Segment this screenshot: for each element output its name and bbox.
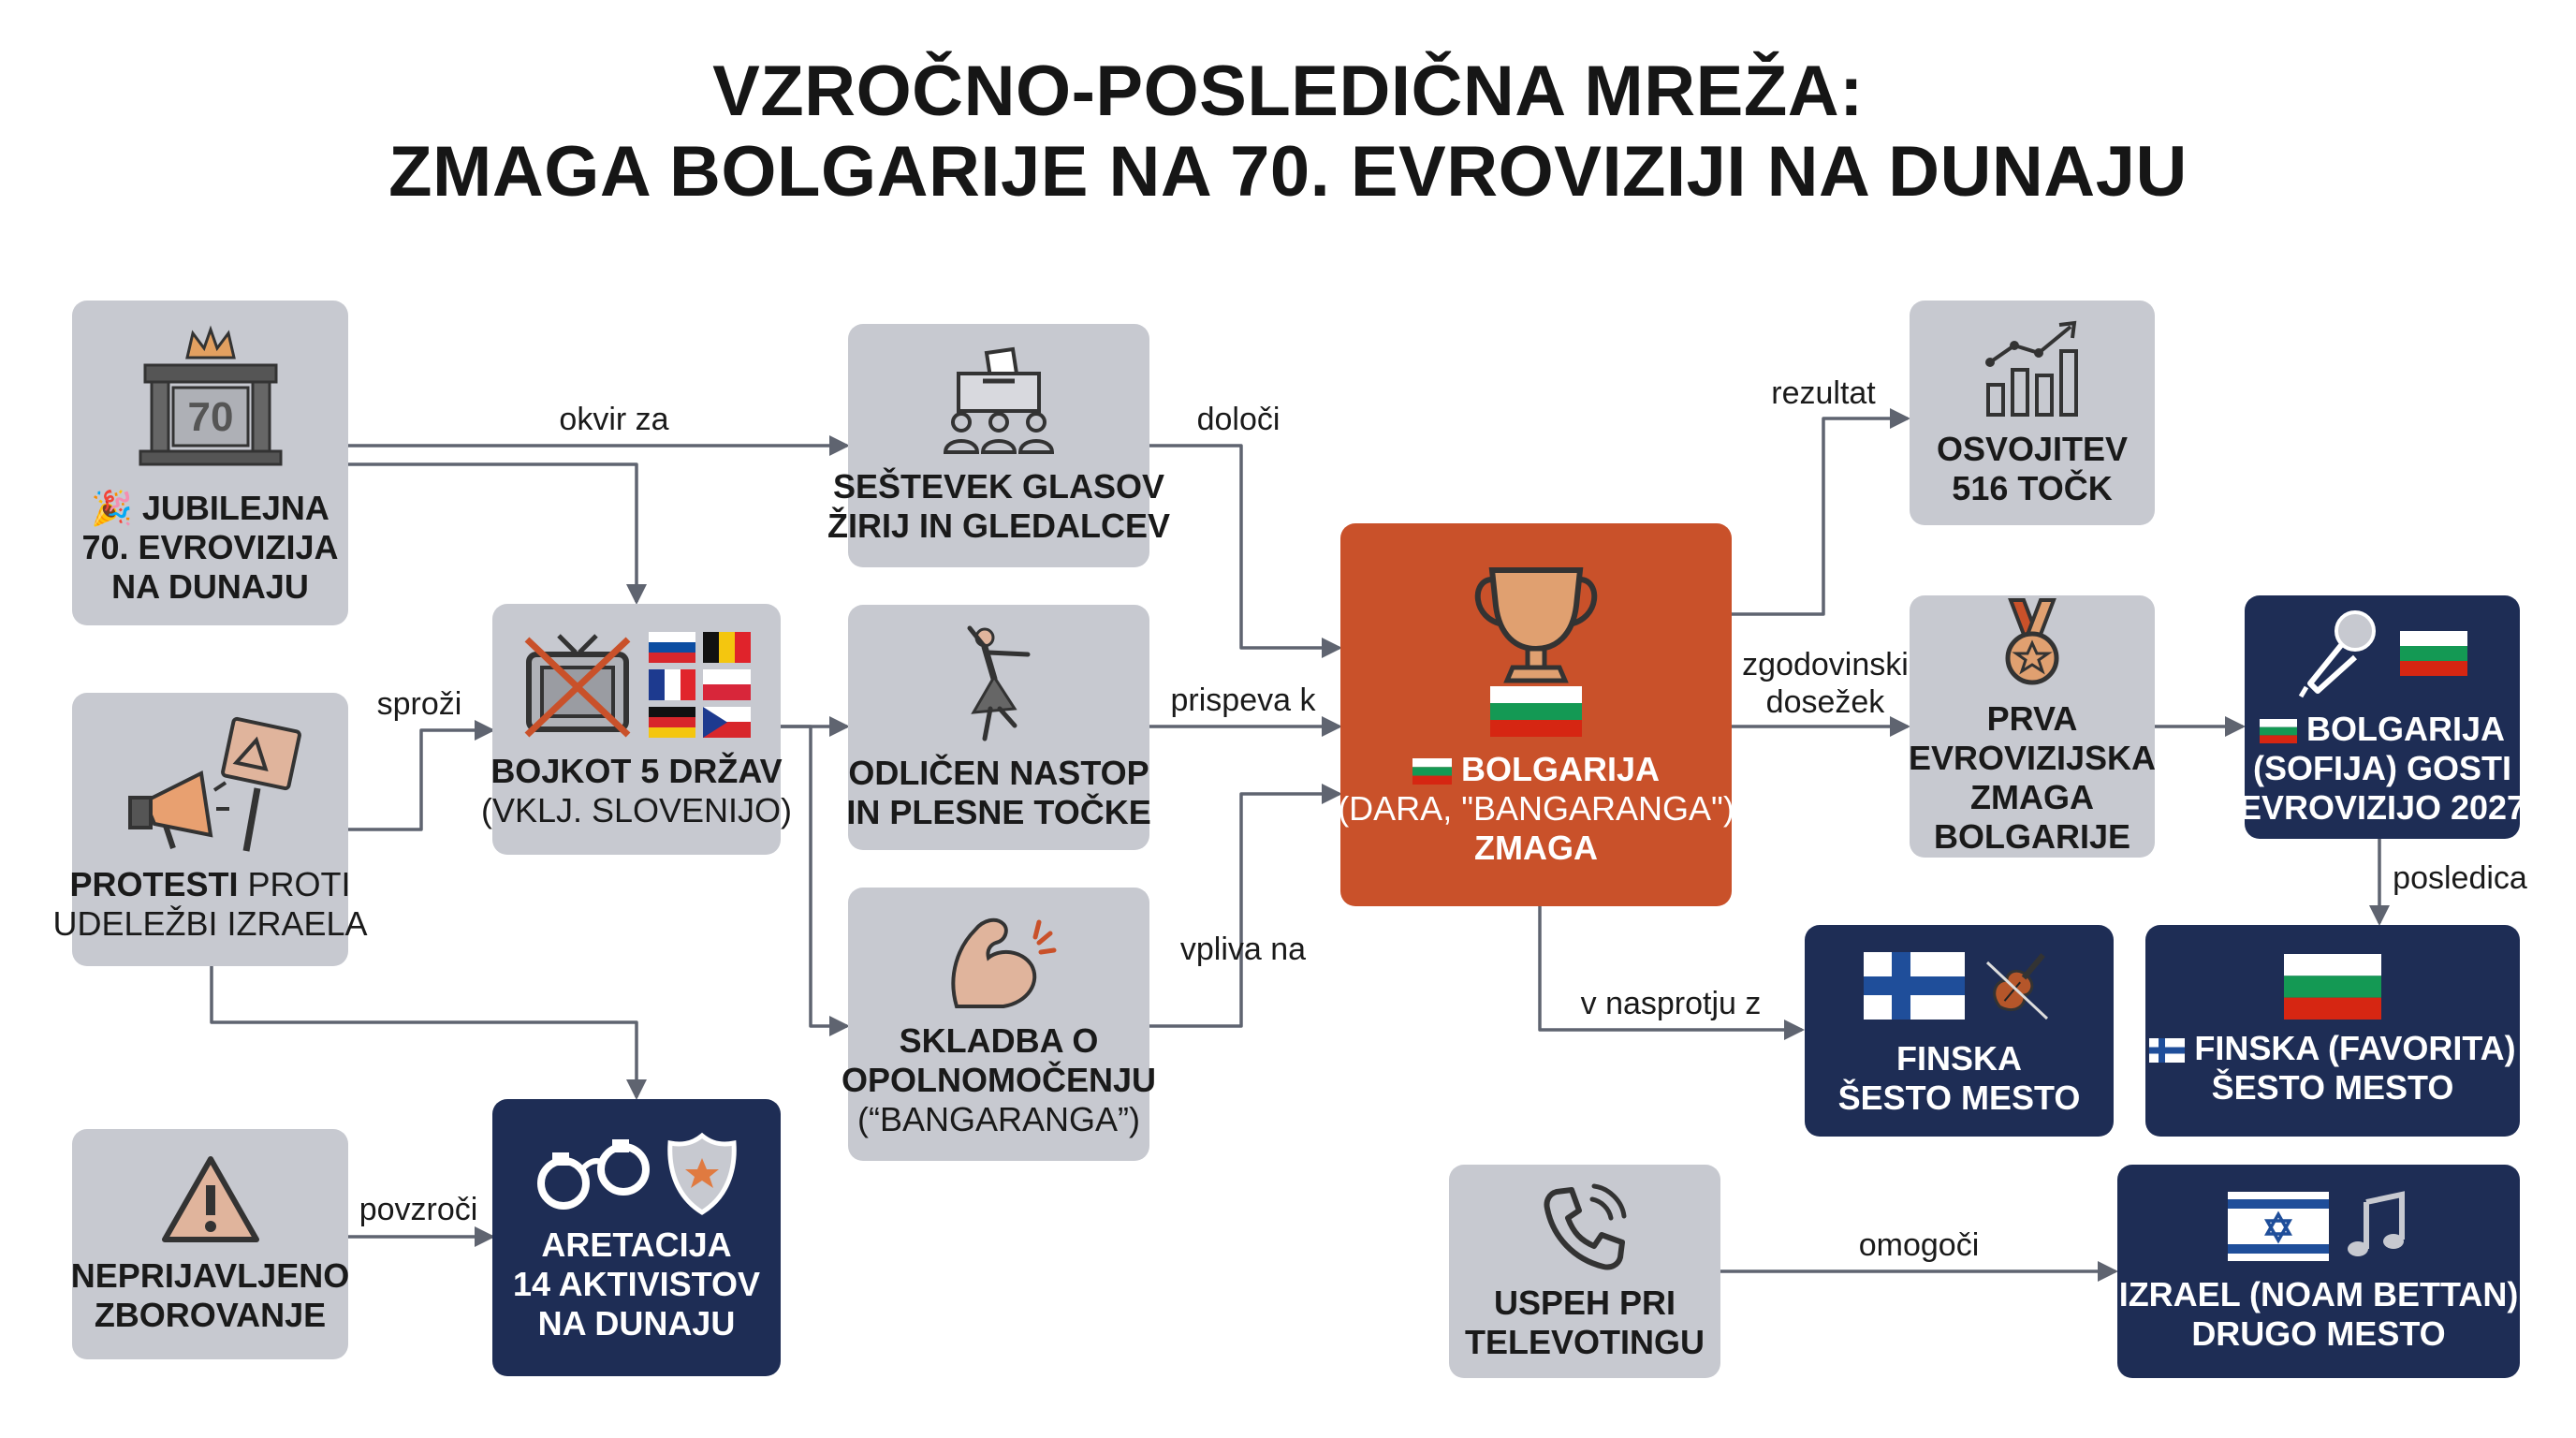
israel-line-1: IZRAEL (NOAM BETTAN) bbox=[2118, 1275, 2519, 1313]
flag-poland bbox=[703, 669, 751, 700]
performance-line-1: ODLIČEN NASTOP bbox=[848, 754, 1149, 792]
trophy-icon bbox=[1466, 563, 1606, 741]
first-line-1: PRVA bbox=[1986, 699, 2078, 738]
first-line-3: ZMAGA bbox=[1970, 778, 2094, 816]
points-line-1: OSVOJITEV bbox=[1936, 430, 2129, 468]
police-badge-icon bbox=[665, 1132, 739, 1216]
host-line-3: EVROVIZIJO 2027 bbox=[2238, 788, 2526, 827]
boycott-flags-icon bbox=[647, 630, 752, 739]
violin-icon bbox=[1980, 944, 2055, 1028]
jubilee-line-2: 70. EVROVIZIJA bbox=[81, 527, 339, 566]
edge-protests-boycott bbox=[348, 730, 492, 829]
flag-germany bbox=[649, 707, 695, 738]
node-finland1[interactable] bbox=[1805, 925, 2114, 1137]
finland1-icons bbox=[1864, 944, 2055, 1028]
jubilee-line-1-text: JUBILEJNA bbox=[141, 488, 329, 527]
edge-label-contrast: v nasprotju z bbox=[1580, 986, 1762, 1021]
finland2-line-2: ŠESTO MESTO bbox=[2211, 1068, 2454, 1107]
protests-line-2: UDELEŽBI IZRAELA bbox=[52, 904, 368, 943]
edge-win-points bbox=[1732, 418, 1908, 614]
node-unregistered[interactable] bbox=[72, 1129, 348, 1359]
unregistered-line-2: ZBOROVANJE bbox=[94, 1296, 327, 1334]
host-line-1-text: BOLGARIJA bbox=[2306, 710, 2506, 748]
first-line-4: BOLGARIJE bbox=[1933, 817, 2131, 856]
votes-line-1: SEŠTEVEK GLASOV bbox=[832, 467, 1165, 506]
edge-label-historic-line-2: dosežek bbox=[1765, 684, 1885, 720]
protests-line-1 bbox=[69, 865, 350, 904]
finland1-line-1: FINSKA bbox=[1896, 1039, 2022, 1078]
music-notes-icon bbox=[2344, 1189, 2409, 1264]
node-finland2[interactable] bbox=[2145, 925, 2520, 1137]
megaphone-protest-sign-icon bbox=[117, 715, 304, 856]
node-protests[interactable] bbox=[52, 693, 368, 966]
win-line-1 bbox=[1412, 750, 1660, 789]
jubilee-emoji: 🎉 bbox=[91, 488, 133, 527]
node-votes[interactable] bbox=[827, 324, 1171, 567]
edge-label-influences: vpliva na bbox=[1179, 932, 1307, 967]
edge-label-triggers: sproži bbox=[376, 686, 462, 722]
unregistered-line-1: NEPRIJAVLJENO bbox=[70, 1256, 350, 1295]
edge-label-framework: okvir za bbox=[559, 402, 669, 437]
finland1-line-2: ŠESTO MESTO bbox=[1837, 1078, 2081, 1117]
televote-line-2: TELEVOTINGU bbox=[1464, 1323, 1705, 1361]
microphone-icon bbox=[2297, 607, 2381, 700]
node-host[interactable] bbox=[2238, 595, 2526, 839]
song-line-1: SKLADBA O bbox=[899, 1021, 1099, 1060]
israel-icons bbox=[2228, 1189, 2409, 1264]
node-israel[interactable] bbox=[2117, 1165, 2520, 1378]
host-icons bbox=[2297, 607, 2467, 700]
boycott-line-2: (VKLJ. SLOVENIJO) bbox=[480, 791, 793, 829]
host-line-2: (SOFIJA) GOSTI bbox=[2252, 749, 2511, 787]
protests-line-1-regular: PROTI bbox=[238, 865, 351, 903]
israel-line-2: DRUGO MESTO bbox=[2191, 1314, 2446, 1353]
edge-jubilee-boycott bbox=[348, 464, 637, 602]
arrests-line-3: NA DUNAJU bbox=[537, 1304, 736, 1343]
finland2-line-1 bbox=[2149, 1029, 2515, 1068]
node-song[interactable] bbox=[841, 888, 1157, 1161]
flag-finland-small-icon bbox=[2149, 1038, 2185, 1063]
edge-protests-arrests bbox=[212, 966, 637, 1097]
protests-line-1-bold: PROTESTI bbox=[69, 865, 239, 903]
televote-line-1: USPEH PRI bbox=[1493, 1284, 1676, 1322]
edge-label-consequence: posledica bbox=[2393, 860, 2527, 896]
votes-line-2: ŽIRIJ IN GLEDALCEV bbox=[827, 506, 1171, 545]
flag-bulgaria-icon bbox=[1412, 758, 1452, 785]
edge-label-result: rezultat bbox=[1771, 375, 1876, 411]
edge-label-historic-line-1: zgodovinski bbox=[1742, 647, 1909, 682]
flag-bulgaria-small-icon bbox=[2260, 719, 2297, 743]
node-arrests[interactable] bbox=[492, 1099, 781, 1376]
points-line-2: 516 TOČK bbox=[1952, 469, 2113, 507]
jubilee-line-3: NA DUNAJU bbox=[111, 566, 309, 606]
edge-song-win bbox=[1149, 794, 1339, 1026]
first-line-2: EVROVIZIJSKA bbox=[1908, 739, 2157, 777]
node-jubilee[interactable] bbox=[72, 301, 348, 625]
arrests-line-2: 14 AKTIVISTOV bbox=[512, 1265, 761, 1303]
arrests-icons bbox=[534, 1132, 739, 1216]
flag-israel-icon bbox=[2228, 1192, 2329, 1261]
node-performance[interactable] bbox=[848, 605, 1149, 850]
flag-france bbox=[649, 669, 695, 700]
performance-line-2: IN PLESNE TOČKE bbox=[846, 793, 1151, 831]
arrests-line-1: ARETACIJA bbox=[541, 1225, 732, 1264]
ballot-box-audience-icon bbox=[938, 345, 1060, 458]
song-line-2: OPOLNOMOČENJU bbox=[841, 1061, 1157, 1099]
finland2-line-1-text: FINSKA (FAVORITA) bbox=[2194, 1029, 2516, 1067]
bar-chart-up-icon bbox=[1981, 317, 2084, 420]
phone-icon bbox=[1538, 1181, 1632, 1274]
title-line-2: ZMAGA BOLGARIJE NA 70. EVROVIZIJI NA DUNAJU bbox=[388, 132, 2188, 212]
win-line-2: (DARA, "BANGARANGA") bbox=[1338, 788, 1734, 828]
boycott-icons bbox=[521, 628, 752, 741]
jubilee-badge: 70 bbox=[187, 393, 233, 440]
win-line-1-text: BOLGARIJA bbox=[1461, 749, 1661, 788]
medal-icon bbox=[1990, 596, 2074, 690]
node-televote[interactable] bbox=[1449, 1165, 1720, 1378]
edge-label-enabled: omogoči bbox=[1858, 1227, 1980, 1263]
edge-label-caused: povzroči bbox=[359, 1192, 478, 1227]
node-points[interactable] bbox=[1910, 301, 2155, 525]
flag-finland-icon bbox=[1864, 952, 1965, 1020]
jubilee-line-1 bbox=[91, 489, 329, 528]
boycott-line-1: BOJKOT 5 DRŽAV bbox=[490, 752, 783, 790]
host-line-1 bbox=[2260, 710, 2505, 749]
node-win[interactable] bbox=[1340, 523, 1732, 906]
flag-bulgaria-large-icon bbox=[2400, 631, 2467, 676]
edge-votes-win bbox=[1149, 446, 1339, 648]
handcuffs-icon bbox=[534, 1132, 655, 1216]
crossed-tv-icon bbox=[521, 628, 634, 741]
song-line-3: (“BANGARANGA”) bbox=[856, 1100, 1140, 1138]
edge-boycott-song bbox=[781, 726, 847, 1026]
flexed-arm-icon bbox=[938, 909, 1060, 1012]
flag-slovenia bbox=[649, 632, 695, 663]
flag-bulgaria-icon bbox=[2284, 954, 2381, 1020]
title-line-1: VZROČNO-POSLEDIČNA MREŽA: bbox=[712, 51, 1864, 131]
edge-label-contributes: prispeva k bbox=[1170, 682, 1316, 718]
edge-label-historic bbox=[1742, 646, 1909, 721]
stage-crown-icon bbox=[131, 320, 290, 479]
node-boycott[interactable] bbox=[480, 604, 793, 855]
edge-label-determines: določi bbox=[1196, 402, 1281, 437]
node-first[interactable] bbox=[1910, 595, 2155, 858]
flag-czechia bbox=[703, 707, 751, 738]
warning-triangle-icon bbox=[159, 1153, 262, 1247]
flag-belgium bbox=[703, 632, 751, 663]
dancer-icon bbox=[957, 623, 1041, 744]
win-line-3: ZMAGA bbox=[1474, 828, 1598, 867]
